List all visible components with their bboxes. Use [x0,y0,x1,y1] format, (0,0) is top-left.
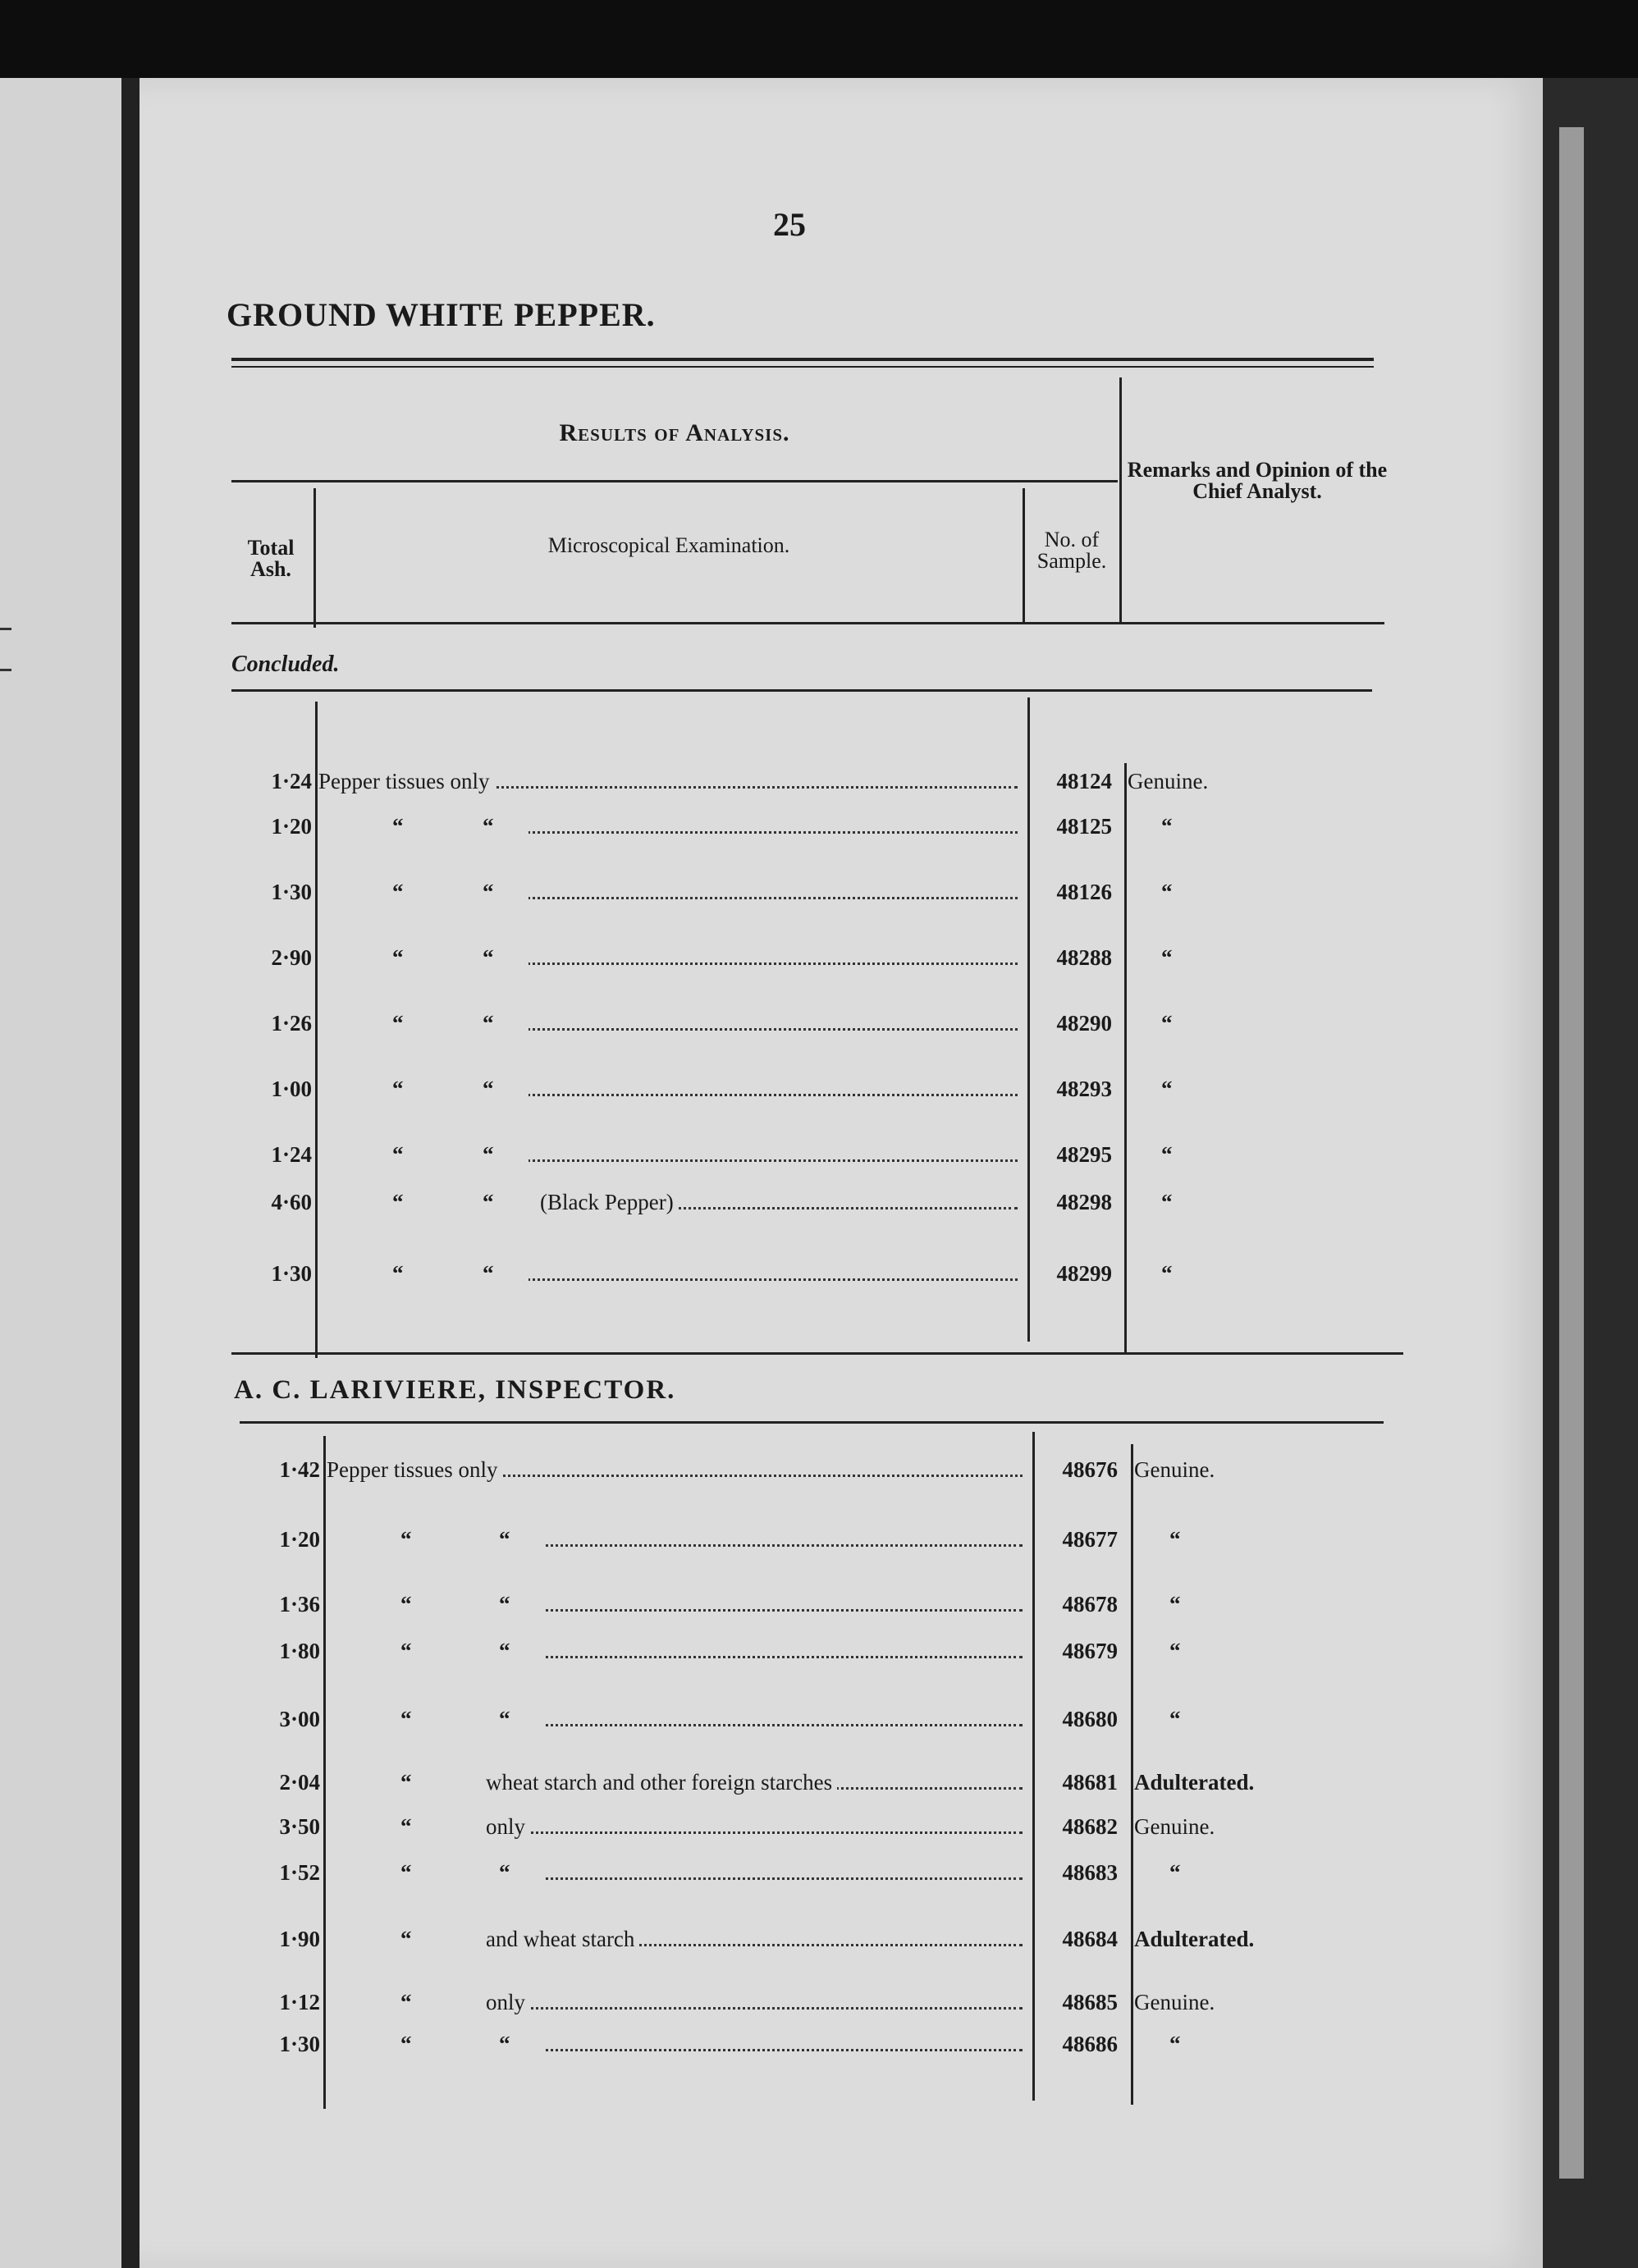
table-row [0,1072,1638,1105]
ditto-mark: “ [400,1814,412,1839]
total-ash-value: 2·04 [279,1770,320,1795]
description-text: only [486,1990,530,2014]
description-text [540,1860,545,1885]
sample-number: 48126 [1056,880,1112,904]
dot-leader [524,810,1018,834]
ditto-mark: “ [483,945,494,970]
ditto-mark: “ [499,2032,510,2056]
dot-leader [524,1072,1018,1096]
dot-leader [524,1007,1018,1031]
ditto-mark: “ [499,1707,510,1731]
total-ash-value: 3·50 [279,1814,320,1839]
sample-number-header: No. of Sample. [1036,528,1107,573]
table-row [0,941,1638,974]
ditto-mark: “ [483,1142,494,1167]
margin-mark [0,669,11,671]
sample-number: 48677 [1062,1527,1118,1552]
total-ash-value: 1·30 [279,2032,320,2056]
dot-leader [486,1810,1023,1834]
ditto-mark: “ [499,1527,510,1552]
description-text: wheat starch and other foreign starches [486,1770,837,1795]
description-text: (Black Pepper) [540,1190,679,1214]
remarks-divider [1119,377,1122,624]
page-number: 25 [773,206,806,243]
table-row [0,1588,1638,1621]
microscopical-description [540,1588,1023,1621]
remark-ditto-mark: “ [1161,814,1173,839]
total-ash-value: 1·52 [279,1860,320,1885]
dot-leader [540,2028,1023,2051]
ditto-mark: “ [483,1011,494,1036]
sample-number: 48686 [1062,2032,1118,2056]
table-row [0,1523,1638,1556]
ditto-mark: “ [392,1142,404,1167]
microscopical-description [524,810,1018,843]
remark-text: Adulterated. [1134,1770,1255,1795]
total-ash-value: 1·20 [279,1527,320,1552]
sample-divider [1023,488,1025,624]
ditto-mark: “ [392,1077,404,1101]
remark-text: Adulterated. [1134,1927,1255,1951]
header-rule-top [231,358,1374,361]
table-row [0,1703,1638,1735]
ditto-mark: “ [400,1860,412,1885]
table-row [0,2028,1638,2060]
ditto-mark: “ [499,1860,510,1885]
microscopical-description [486,1766,1023,1799]
table-row [0,1856,1638,1889]
microscopical-description [524,1257,1018,1290]
description-text [524,1142,528,1167]
total-ash-value: 1·24 [271,769,312,793]
microscopical-description [524,1138,1018,1171]
description-text [524,1077,528,1101]
total-ash-value: 1·26 [271,1011,312,1036]
description-text [540,1707,545,1731]
microscopical-description [540,1856,1023,1889]
dot-leader [540,1523,1023,1547]
section-label-concluded: Concluded. [231,652,340,677]
description-text [540,1592,545,1616]
total-ash-value: 3·00 [279,1707,320,1731]
dot-leader [486,1986,1023,2010]
ditto-mark: “ [499,1592,510,1616]
description-text: Pepper tissues only [327,1457,503,1482]
remark-ditto-mark: “ [1161,1190,1173,1214]
page-title: GROUND WHITE PEPPER. [226,296,656,333]
description-text [524,945,528,970]
total-ash-value: 1·42 [279,1457,320,1482]
description-text: Pepper tissues only [318,769,495,793]
sample-number: 48290 [1056,1011,1112,1036]
sample-number: 48676 [1062,1457,1118,1482]
total-ash-value: 1·24 [271,1142,312,1167]
description-text [524,1011,528,1036]
table-row [0,1923,1638,1955]
sample-number: 48295 [1056,1142,1112,1167]
total-ash-value: 1·36 [279,1592,320,1616]
microscopical-description [540,1703,1023,1735]
ditto-mark: “ [400,2032,412,2056]
ditto-mark: “ [400,1527,412,1552]
description-text [524,1261,528,1286]
ditto-mark: “ [392,1190,404,1214]
microscopical-header: Microscopical Examination. [547,533,790,557]
table-row [0,1007,1638,1040]
microscopical-description [540,1635,1023,1667]
total-ash-value: 1·80 [279,1639,320,1663]
remark-ditto-mark: “ [1161,1142,1173,1167]
ditto-mark: “ [400,1707,412,1731]
ditto-mark: “ [483,814,494,839]
sample-number: 48684 [1062,1927,1118,1951]
ditto-mark: “ [400,1592,412,1616]
total-ash-value: 4·60 [271,1190,312,1214]
description-text [524,880,528,904]
total-ash-value: 2·90 [271,945,312,970]
dot-leader [540,1856,1023,1880]
section2-top-rule [240,1421,1384,1424]
total-ash-value: 1·30 [271,880,312,904]
remark-text: Genuine. [1134,1814,1215,1839]
total-ash-header: Total Ash. [247,536,295,581]
sample-number: 48681 [1062,1770,1118,1795]
sample-number: 48679 [1062,1639,1118,1663]
microscopical-description [327,1453,1023,1486]
table-row [0,765,1638,798]
ditto-mark: “ [483,880,494,904]
sample-number: 48680 [1062,1707,1118,1731]
dot-leader [540,1703,1023,1726]
microscopical-description [524,876,1018,908]
ditto-mark: “ [400,1639,412,1663]
dot-leader [540,1635,1023,1658]
table-row [0,1810,1638,1843]
ditto-mark: “ [392,1261,404,1286]
microscopical-description [540,2028,1023,2060]
ditto-mark: “ [400,1990,412,2014]
remark-text: Genuine. [1128,769,1209,793]
total-ash-value: 1·00 [271,1077,312,1101]
table-row [0,1986,1638,2019]
ash-divider [313,488,316,628]
description-text: only [486,1814,530,1839]
remark-ditto-mark: “ [1161,880,1173,904]
section1-bottom-rule [231,1352,1403,1355]
ditto-mark: “ [400,1770,412,1795]
total-ash-value: 1·30 [271,1261,312,1286]
sample-number: 48678 [1062,1592,1118,1616]
microscopical-description [486,1810,1023,1843]
ditto-mark: “ [392,1011,404,1036]
microscopical-description [540,1523,1023,1556]
description-text [540,1527,545,1552]
remark-ditto-mark: “ [1161,1077,1173,1101]
microscopical-description [318,765,1018,798]
remark-ditto-mark: “ [1161,945,1173,970]
microscopical-description [486,1923,1023,1955]
remark-ditto-mark: “ [1169,1527,1181,1552]
ditto-mark: “ [483,1077,494,1101]
remark-ditto-mark: “ [1169,1860,1181,1885]
description-text [524,814,528,839]
ditto-mark: “ [483,1261,494,1286]
ditto-mark: “ [499,1639,510,1663]
sample-number: 48125 [1056,814,1112,839]
table-row [0,1766,1638,1799]
ditto-mark: “ [392,880,404,904]
remark-ditto-mark: “ [1169,2032,1181,2056]
sample-number: 48682 [1062,1814,1118,1839]
results-underline [231,480,1118,482]
description-text [540,1639,545,1663]
remark-text: Genuine. [1134,1990,1215,2014]
microscopical-description [524,941,1018,974]
ditto-mark: “ [483,1190,494,1214]
description-text: and wheat starch [486,1927,639,1951]
sample-number: 48288 [1056,945,1112,970]
table-row [0,876,1638,908]
table-row [0,1186,1638,1219]
sample-number: 48298 [1056,1190,1112,1214]
inspector-heading: A. C. LARIVIERE, INSPECTOR. [234,1375,676,1405]
results-of-analysis-header: Results of Analysis. [559,419,790,446]
sample-number: 48685 [1062,1990,1118,2014]
sample-number: 48124 [1056,769,1112,793]
table-row [0,810,1638,843]
remark-ditto-mark: “ [1169,1592,1181,1616]
remark-ditto-mark: “ [1161,1011,1173,1036]
total-ash-value: 1·90 [279,1927,320,1951]
total-ash-value: 1·12 [279,1990,320,2014]
margin-mark [0,628,11,630]
ditto-mark: “ [400,1927,412,1951]
microscopical-description [486,1986,1023,2019]
dot-leader [540,1588,1023,1612]
ditto-mark: “ [392,945,404,970]
dot-leader [524,876,1018,899]
total-ash-value: 1·20 [271,814,312,839]
sample-number: 48299 [1056,1261,1112,1286]
remarks-header: Remarks and Opinion of the Chief Analyst. [1127,458,1388,503]
microscopical-description [524,1007,1018,1040]
header-rule-bottom [231,622,1384,624]
remark-ditto-mark: “ [1169,1707,1181,1731]
table-row [0,1635,1638,1667]
dot-leader [524,941,1018,965]
description-text [540,2032,545,2056]
remark-text: Genuine. [1134,1457,1215,1482]
sample-number: 48683 [1062,1860,1118,1885]
remark-ditto-mark: “ [1161,1261,1173,1286]
dot-leader [524,1138,1018,1162]
table-row [0,1453,1638,1486]
remark-ditto-mark: “ [1169,1639,1181,1663]
dot-leader [524,1257,1018,1281]
table-row [0,1257,1638,1290]
table-row [0,1138,1638,1171]
ditto-mark: “ [392,814,404,839]
sample-number: 48293 [1056,1077,1112,1101]
header-rule-top-thin [231,366,1374,368]
section1-top-rule [231,689,1372,692]
microscopical-description [540,1186,1018,1219]
microscopical-description [524,1072,1018,1105]
